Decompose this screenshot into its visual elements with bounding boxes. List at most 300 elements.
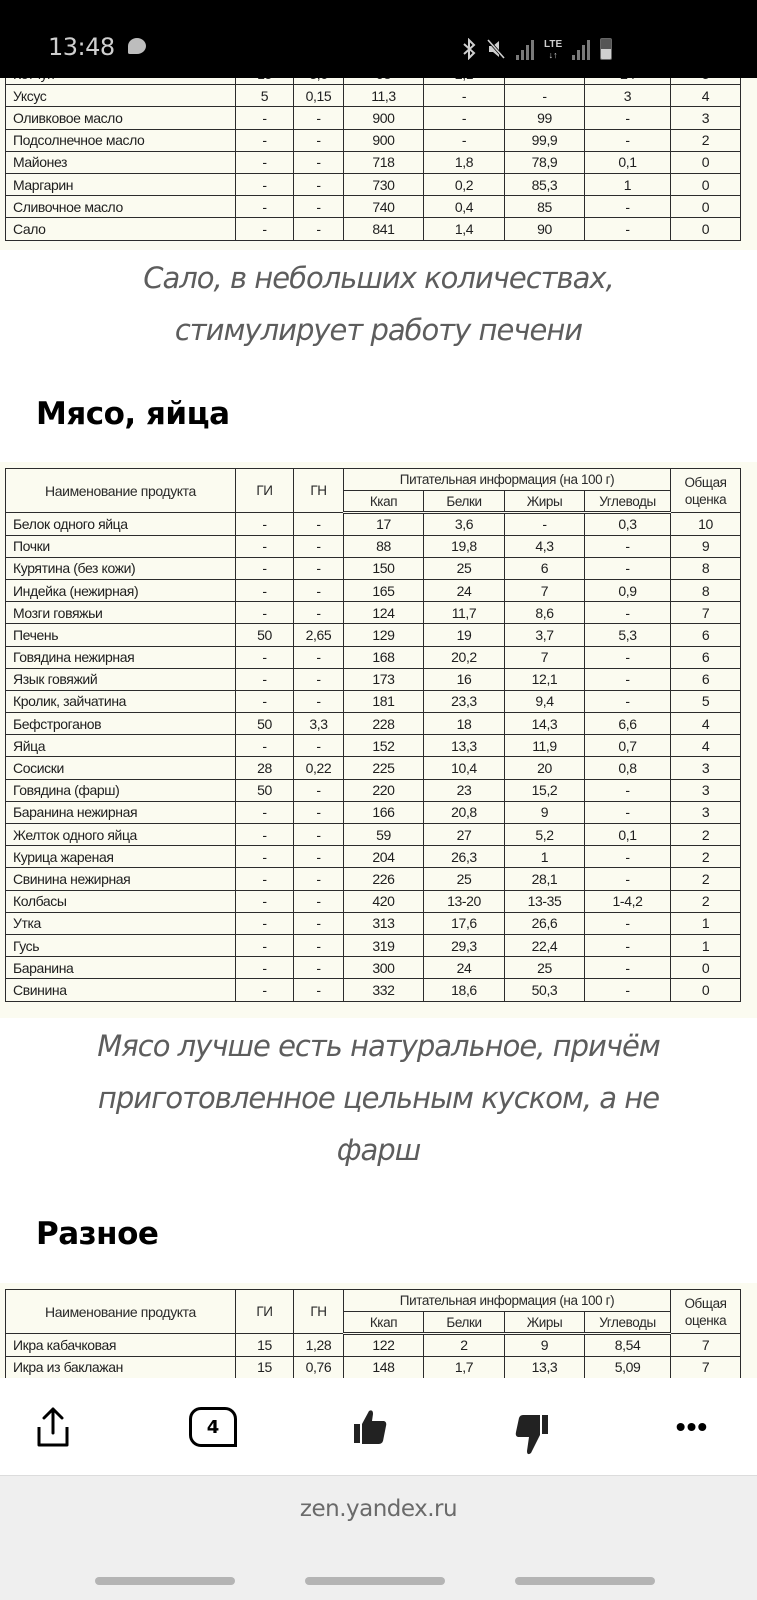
col-header-protein: Белки [424, 1312, 505, 1334]
cell-fat: 13-35 [505, 890, 585, 912]
cell-carbs: 1-4,2 [585, 890, 671, 912]
caption-line: Мясо лучше есть натуральное, причём [97, 1029, 660, 1063]
cell-name: Сливочное масло [6, 196, 236, 218]
cell-carbs: 5,09 [585, 1356, 671, 1378]
like-button[interactable] [350, 1404, 390, 1450]
section-heading-meat: Мясо, яйца [36, 396, 230, 432]
cell-kcal: 841 [344, 218, 424, 240]
cell-carbs: - [585, 912, 671, 934]
cell-gn: - [294, 846, 344, 868]
table-misc-body [6, 1334, 741, 1378]
cell-name: Майонез [6, 151, 236, 173]
col-header-gi: ГИ [236, 1290, 294, 1334]
article-action-bar [0, 1378, 757, 1475]
cell-protein: 13,3 [424, 735, 505, 757]
table-row [6, 602, 741, 624]
cell-gn: 1,28 [294, 1334, 344, 1356]
table-row [6, 196, 741, 218]
cell-score: 7 [671, 1356, 741, 1378]
cell-name: Утка [6, 912, 236, 934]
cell-carbs: - [585, 979, 671, 1001]
table-row [6, 690, 741, 712]
cell-score: 1 [671, 912, 741, 934]
cell-gn: 0,15 [294, 85, 344, 107]
col-header-score [671, 469, 741, 513]
cell-gi: - [236, 557, 294, 579]
mute-icon [486, 38, 506, 60]
thumbs-up-icon [352, 1407, 388, 1447]
cell-fat: - [505, 513, 585, 535]
lte-icon: LTE ↓↑ [544, 39, 563, 60]
cell-gi: - [236, 690, 294, 712]
cell-kcal: 740 [344, 196, 424, 218]
cell-gn: - [294, 129, 344, 151]
cell-gi: 5 [236, 85, 294, 107]
cell-protein: 1,7 [424, 1356, 505, 1378]
cell-gn: 0,76 [294, 1356, 344, 1378]
cell-protein: - [424, 129, 505, 151]
cell-carbs: - [585, 668, 671, 690]
cell-gi: - [236, 579, 294, 601]
cell-carbs: 5,3 [585, 624, 671, 646]
cell-carbs: 8,54 [585, 1334, 671, 1356]
cell-protein: 17,6 [424, 912, 505, 934]
cell-kcal: 165 [344, 579, 424, 601]
cell-gi: - [236, 824, 294, 846]
battery-icon [600, 38, 612, 60]
cell-score: 8 [671, 557, 741, 579]
cell-score: 0 [671, 218, 741, 240]
cell-kcal: 129 [344, 624, 424, 646]
cell-kcal: 900 [344, 107, 424, 129]
cell-gn: - [294, 890, 344, 912]
cell-gi: 50 [236, 779, 294, 801]
cell-kcal: 228 [344, 713, 424, 735]
cell-carbs: - [585, 957, 671, 979]
signal-icon [516, 40, 534, 60]
table-row [6, 1356, 741, 1378]
cell-gi: - [236, 513, 294, 535]
cell-gn: - [294, 173, 344, 195]
caption-line: приготовленное цельным куском, а не [97, 1081, 660, 1115]
cell-protein: 3,6 [424, 513, 505, 535]
cell-fat: 9 [505, 1334, 585, 1356]
cell-protein: 1,4 [424, 218, 505, 240]
url-display[interactable]: zen.yandex.ru [299, 1496, 458, 1522]
cell-gi: - [236, 646, 294, 668]
cell-name: Почки [6, 535, 236, 557]
cell-score: 2 [671, 824, 741, 846]
table-row [6, 129, 741, 151]
cell-gn: - [294, 801, 344, 823]
cell-carbs: 0,1 [585, 824, 671, 846]
cell-carbs: - [585, 602, 671, 624]
cell-name: Белок одного яйца [6, 513, 236, 535]
col-header-gi: ГИ [236, 469, 294, 513]
cell-carbs: - [585, 129, 671, 151]
cell-name: Икра из баклажан [6, 1356, 236, 1378]
cell-gn: 2,65 [294, 624, 344, 646]
cell-score: 0 [671, 151, 741, 173]
cell-fat: 25 [505, 957, 585, 979]
col-header-gn: ГН [294, 1290, 344, 1334]
col-header-gn: ГН [294, 469, 344, 513]
cell-carbs: - [585, 934, 671, 956]
score-label-2: оценка [684, 1312, 727, 1328]
cell-kcal: 173 [344, 668, 424, 690]
cell-gi: 28 [236, 757, 294, 779]
cell-protein: 13-20 [424, 890, 505, 912]
table-row [6, 934, 741, 956]
cell-protein: 19 [424, 624, 505, 646]
cell-kcal: 11,3 [344, 85, 424, 107]
cell-fat: 4,3 [505, 535, 585, 557]
col-header-protein: Белки [424, 491, 505, 513]
cell-carbs: - [585, 646, 671, 668]
cell-kcal: 730 [344, 173, 424, 195]
cell-protein: 0,2 [424, 173, 505, 195]
cell-name: Маргарин [6, 173, 236, 195]
cell-kcal: 313 [344, 912, 424, 934]
cell-kcal: 166 [344, 801, 424, 823]
cell-score: 5 [671, 690, 741, 712]
cell-gn: - [294, 557, 344, 579]
cell-gn: - [294, 602, 344, 624]
table-row [6, 868, 741, 890]
comments-count: 4 [206, 1416, 220, 1438]
share-icon [33, 1405, 73, 1449]
cell-name: Баранина [6, 957, 236, 979]
cell-gi: 50 [236, 713, 294, 735]
caption-line: Сало, в небольших количествах, [143, 261, 614, 295]
cell-gi: - [236, 979, 294, 1001]
cell-gn: - [294, 868, 344, 890]
cell-score: 2 [671, 129, 741, 151]
table-row [6, 735, 741, 757]
cell-fat: 90 [505, 218, 585, 240]
cell-gi: - [236, 602, 294, 624]
cell-name: Икра кабачковая [6, 1334, 236, 1356]
cell-name: Язык говяжий [6, 668, 236, 690]
cell-protein: 24 [424, 957, 505, 979]
cell-protein: 27 [424, 824, 505, 846]
cell-fat: 12,1 [505, 668, 585, 690]
cell-gi: - [236, 735, 294, 757]
cell-name: Оливковое масло [6, 107, 236, 129]
cell-kcal: 319 [344, 934, 424, 956]
cell-fat: 15,2 [505, 779, 585, 801]
table-row [6, 513, 741, 535]
cell-kcal: 122 [344, 1334, 424, 1356]
cell-protein: 19,8 [424, 535, 505, 557]
col-header-carbs: Углеводы [585, 491, 671, 513]
nav-gesture-right[interactable] [515, 1577, 655, 1585]
table-row [6, 173, 741, 195]
cell-gi: - [236, 218, 294, 240]
share-button[interactable] [30, 1404, 76, 1450]
cell-gi: - [236, 107, 294, 129]
cell-gi: - [236, 196, 294, 218]
cell-gn: - [294, 513, 344, 535]
col-header-name: Наименование продукта [6, 469, 236, 513]
cell-score: 6 [671, 646, 741, 668]
cell-fat: 9,4 [505, 690, 585, 712]
table-fats-wrap [0, 62, 757, 250]
cell-kcal: 150 [344, 557, 424, 579]
cell-protein: 20,2 [424, 646, 505, 668]
cell-protein: 25 [424, 557, 505, 579]
cell-carbs: - [585, 801, 671, 823]
cell-carbs: 0,3 [585, 513, 671, 535]
table-row [6, 957, 741, 979]
nav-gesture-left[interactable] [95, 1577, 235, 1585]
cell-carbs: - [585, 196, 671, 218]
comments-button[interactable] [186, 1404, 240, 1450]
cell-carbs: - [585, 218, 671, 240]
col-header-name: Наименование продукта [6, 1290, 236, 1334]
cell-carbs: 6,6 [585, 713, 671, 735]
cell-gi: - [236, 535, 294, 557]
cell-kcal: 59 [344, 824, 424, 846]
cell-gi: 50 [236, 624, 294, 646]
cell-fat: 1 [505, 846, 585, 868]
cell-carbs: - [585, 868, 671, 890]
table-row [6, 713, 741, 735]
status-icons [462, 34, 612, 60]
col-header-fat: Жиры [505, 491, 585, 513]
cell-protein: 29,3 [424, 934, 505, 956]
cell-fat: 78,9 [505, 151, 585, 173]
cell-score: 3 [671, 757, 741, 779]
cell-name: Подсолнечное масло [6, 129, 236, 151]
cell-carbs: - [585, 557, 671, 579]
table-row [6, 85, 741, 107]
table-row [6, 801, 741, 823]
cell-name: Курятина (без кожи) [6, 557, 236, 579]
cell-score: 0 [671, 173, 741, 195]
cell-fat: 6 [505, 557, 585, 579]
cell-protein: 26,3 [424, 846, 505, 868]
cell-gi: - [236, 934, 294, 956]
cell-gn: - [294, 196, 344, 218]
table-row [6, 646, 741, 668]
cell-score: 3 [671, 107, 741, 129]
cell-score: 7 [671, 1334, 741, 1356]
score-label-1: Общая [684, 1295, 727, 1311]
table-row [6, 668, 741, 690]
cell-gn: - [294, 646, 344, 668]
cell-gn: - [294, 735, 344, 757]
cell-score: 0 [671, 979, 741, 1001]
cell-carbs: 1 [585, 173, 671, 195]
table-row [6, 535, 741, 557]
cell-kcal: 226 [344, 868, 424, 890]
cell-gi: - [236, 801, 294, 823]
thumbs-down-icon [514, 1413, 550, 1457]
table-row [6, 979, 741, 1001]
cell-kcal: 148 [344, 1356, 424, 1378]
cell-fat: 14,3 [505, 713, 585, 735]
message-notification-icon [128, 38, 146, 54]
cell-name: Свинина нежирная [6, 868, 236, 890]
cell-gi: 15 [236, 1356, 294, 1378]
dislike-button[interactable] [512, 1412, 552, 1458]
cell-gn: - [294, 957, 344, 979]
table-fats [5, 62, 741, 241]
cell-carbs: - [585, 107, 671, 129]
cell-name: Сосиски [6, 757, 236, 779]
cell-score: 6 [671, 624, 741, 646]
cell-name: Свинина [6, 979, 236, 1001]
cell-score: 2 [671, 890, 741, 912]
table-row [6, 218, 741, 240]
cell-gn: - [294, 218, 344, 240]
cell-kcal: 152 [344, 735, 424, 757]
cell-gi: 15 [236, 1334, 294, 1356]
cell-protein: 1,8 [424, 151, 505, 173]
cell-protein: 10,4 [424, 757, 505, 779]
cell-carbs: - [585, 846, 671, 868]
cell-gi: - [236, 868, 294, 890]
table-fats-body [6, 63, 741, 241]
cell-gn: - [294, 824, 344, 846]
cell-kcal: 88 [344, 535, 424, 557]
cell-gi: - [236, 957, 294, 979]
cell-protein: 2 [424, 1334, 505, 1356]
cell-score: 8 [671, 579, 741, 601]
table-row [6, 579, 741, 601]
cell-kcal: 168 [344, 646, 424, 668]
cell-protein: 18,6 [424, 979, 505, 1001]
cell-score: 0 [671, 957, 741, 979]
cell-protein: 23 [424, 779, 505, 801]
cell-gn: - [294, 934, 344, 956]
cell-gn: - [294, 979, 344, 1001]
cell-carbs: 0,8 [585, 757, 671, 779]
caption-meat [0, 1020, 757, 1176]
table-row [6, 107, 741, 129]
cell-gi: - [236, 668, 294, 690]
cell-score: 10 [671, 513, 741, 535]
cell-gn: - [294, 779, 344, 801]
cell-gn: 3,3 [294, 713, 344, 735]
cell-carbs: - [585, 779, 671, 801]
cell-protein: 0,4 [424, 196, 505, 218]
table-row [6, 151, 741, 173]
cell-kcal: 124 [344, 602, 424, 624]
cell-carbs: - [585, 535, 671, 557]
cell-fat: 11,9 [505, 735, 585, 757]
cell-gi: - [236, 846, 294, 868]
cell-carbs: 0,1 [585, 151, 671, 173]
cell-score: 2 [671, 846, 741, 868]
network-type: LTE [544, 39, 563, 50]
status-time: 13:48 [48, 33, 115, 61]
table-misc [5, 1289, 741, 1379]
cell-name: Говядина (фарш) [6, 779, 236, 801]
more-options-button[interactable]: ••• [675, 1411, 709, 1442]
cell-carbs: 0,7 [585, 735, 671, 757]
cell-fat: 13,3 [505, 1356, 585, 1378]
cell-protein: 11,7 [424, 602, 505, 624]
cell-kcal: 17 [344, 513, 424, 535]
cell-gn: - [294, 690, 344, 712]
cell-score: 6 [671, 668, 741, 690]
cell-name: Яйца [6, 735, 236, 757]
cell-score: 3 [671, 801, 741, 823]
col-header-kcal: Ккап [344, 491, 424, 513]
cell-score: 4 [671, 735, 741, 757]
cell-score: 0 [671, 196, 741, 218]
cell-fat: 5,2 [505, 824, 585, 846]
table-row [6, 890, 741, 912]
cell-fat: 3,7 [505, 624, 585, 646]
cell-gi: - [236, 912, 294, 934]
cell-carbs: 0,9 [585, 579, 671, 601]
cell-score: 1 [671, 934, 741, 956]
cell-carbs: - [585, 690, 671, 712]
cell-protein: 16 [424, 668, 505, 690]
comments-icon [189, 1407, 237, 1447]
cell-name: Колбасы [6, 890, 236, 912]
table-meat-header [6, 469, 741, 513]
score-label-1: Общая [684, 474, 727, 490]
cell-fat: 85 [505, 196, 585, 218]
cell-fat: 99,9 [505, 129, 585, 151]
cell-name: Баранина нежирная [6, 801, 236, 823]
cell-score: 4 [671, 713, 741, 735]
cell-fat: 7 [505, 579, 585, 601]
status-bar [0, 0, 757, 78]
cell-gn: - [294, 151, 344, 173]
nav-gesture-center[interactable] [305, 1577, 445, 1585]
cell-gn: - [294, 535, 344, 557]
cell-fat: - [505, 85, 585, 107]
cell-score: 7 [671, 602, 741, 624]
cell-gn: - [294, 579, 344, 601]
col-header-nutrition: Питательная информация (на 100 г) [344, 1290, 671, 1312]
cell-kcal: 718 [344, 151, 424, 173]
cell-gi: - [236, 151, 294, 173]
cell-name: Мозги говяжьи [6, 602, 236, 624]
cell-gi: - [236, 173, 294, 195]
col-header-kcal: Ккап [344, 1312, 424, 1334]
cell-fat: 20 [505, 757, 585, 779]
cell-name: Индейка (нежирная) [6, 579, 236, 601]
cell-name: Курица жареная [6, 846, 236, 868]
cell-name: Говядина нежирная [6, 646, 236, 668]
col-header-nutrition: Питательная информация (на 100 г) [344, 469, 671, 491]
table-misc-header [6, 1290, 741, 1334]
cell-name: Желток одного яйца [6, 824, 236, 846]
cell-fat: 9 [505, 801, 585, 823]
cell-kcal: 300 [344, 957, 424, 979]
cell-kcal: 332 [344, 979, 424, 1001]
cell-score: 4 [671, 85, 741, 107]
table-row [6, 846, 741, 868]
bluetooth-icon [462, 38, 476, 60]
cell-protein: - [424, 107, 505, 129]
cell-fat: 22,4 [505, 934, 585, 956]
cell-gi: - [236, 890, 294, 912]
table-meat [5, 468, 741, 1002]
signal-icon-2 [572, 40, 590, 60]
table-row [6, 557, 741, 579]
table-row [6, 912, 741, 934]
cell-fat: 50,3 [505, 979, 585, 1001]
cell-gn: - [294, 107, 344, 129]
cell-fat: 26,6 [505, 912, 585, 934]
